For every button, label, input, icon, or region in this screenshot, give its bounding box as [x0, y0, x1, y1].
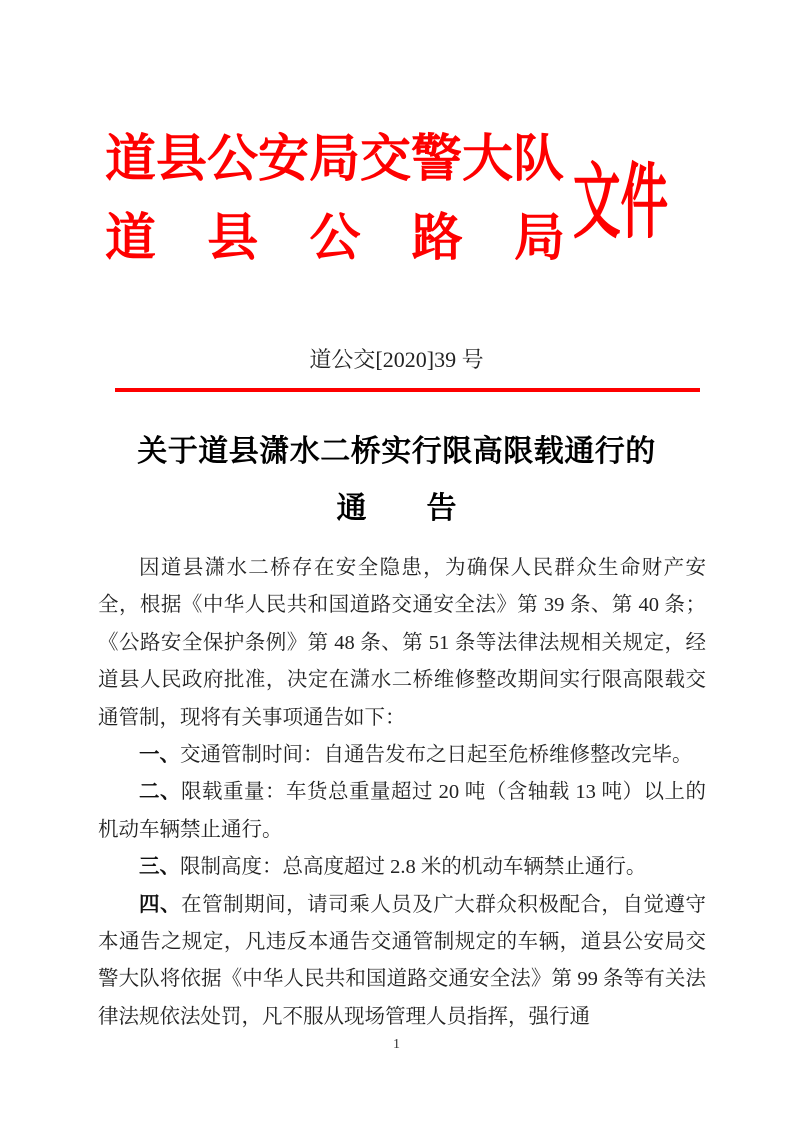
paragraph-text: 限制高度：总高度超过 2.8 米的机动车辆禁止通行。 [180, 856, 647, 879]
notice-title-line2: 通 告 [336, 492, 457, 525]
paragraph-ordinal: 一、 [139, 744, 180, 767]
notice-body [98, 550, 706, 1036]
org-name-line2: 道县公路局 [105, 211, 565, 268]
body-paragraph [98, 737, 706, 774]
body-paragraph [98, 849, 706, 886]
page-number: 1 [393, 1037, 400, 1052]
body-paragraph [98, 774, 706, 849]
paragraph-text: 交通管制时间：自通告发布之日起至危桥维修整改完毕。 [180, 744, 693, 767]
body-paragraph [98, 550, 706, 737]
red-divider-line [115, 388, 700, 392]
paragraph-ordinal: 三、 [139, 856, 180, 879]
document-number: 道公交[2020]39 号 [309, 347, 484, 372]
paragraph-ordinal: 二、 [139, 781, 181, 804]
notice-title-line1: 关于道县潇水二桥实行限高限载通行的 [137, 435, 656, 468]
org-name-line1: 道县公安局交警大队 [105, 132, 565, 188]
paragraph-text: 在管制期间，请司乘人员及广大群众积极配合，自觉遵守本通告之规定，凡违反本通告交通管制规定的车辆，道县公安局交警大队将依据《中华人民共和国道路交通安全法》第 99 条等有关法律法规依法处罚，凡不服从现场管理人员指挥，强行通 [98, 893, 707, 1028]
body-paragraph [98, 887, 706, 1037]
doc-type-label: 文件 [573, 157, 669, 248]
paragraph-text: 限载重量：车货总重量超过 20 吨（含轴载 13 吨）以上的机动车辆禁止通行。 [98, 781, 706, 841]
letterhead [105, 130, 705, 280]
org-name-block [105, 130, 565, 270]
paragraph-text: 因道县潇水二桥存在安全隐患，为确保人民群众生命财产安全，根据《中华人民共和国道路交通安全法》第 39 条、第 40 条；《公路安全保护条例》第 48 条、第 51 条等法律法规相关规定，经道县人民政府批准，决定在潇水二桥维修整改期间实行限高限载交通管制，现将有关事项通告如下： [98, 557, 706, 729]
paragraph-ordinal: 四、 [139, 893, 182, 916]
